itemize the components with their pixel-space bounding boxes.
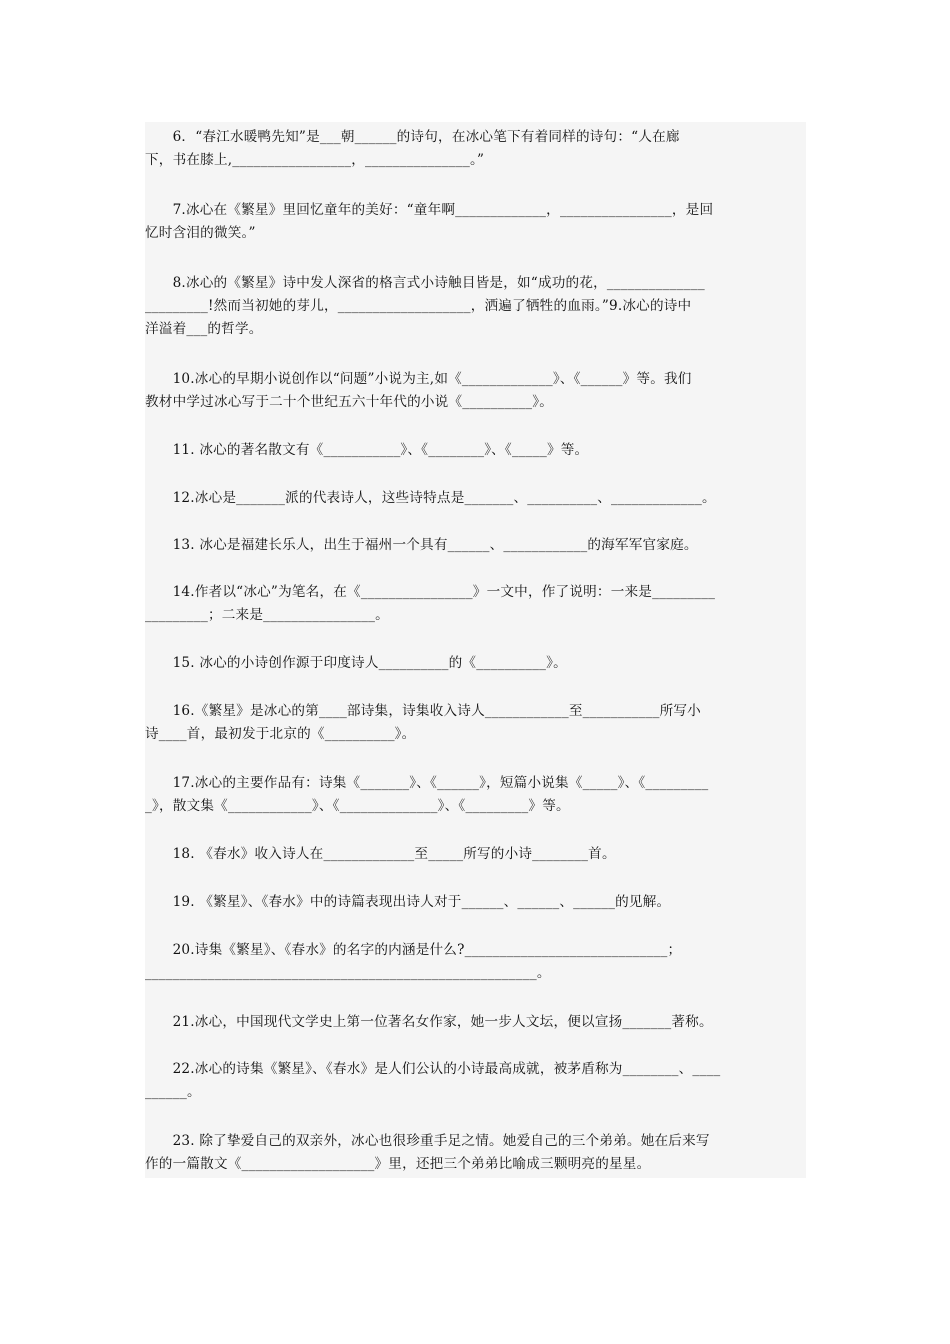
question-10-line-2: 教材中学过冰心写于二十个世纪五六十年代的小说《__________》。 [145,394,554,410]
question-8-line-2: _________!然而当初她的芽儿，___________________，洒遍了牺牲的血雨。”9.冰心的诗中 [145,298,692,314]
question-7-line-1: 7.冰心在《繁星》里回忆童年的美好：“童年啊_____________，________________，是回 [145,202,714,218]
question-18-line-1: 18. 《春水》收入诗人在_____________至_____所写的小诗________首。 [145,846,616,862]
question-23-line-1: 23. 除了挚爱自己的双亲外，冰心也很珍重手足之情。她爱自己的三个弟弟。她在后来写 [145,1133,710,1149]
question-21-line-1: 21.冰心，中国现代文学史上第一位著名女作家，她一步人文坛，便以宣扬_______著称。 [145,1014,713,1030]
question-23 [145,1130,813,1176]
question-17-line-1: 17.冰心的主要作品有：诗集《_______》、《______》，短篇小说集《_____》、《_________ [145,775,709,791]
question-10-line-1: 10.冰心的早期小说创作以“问题”小说为主,如《_____________》、《______》等。我们 [145,371,692,387]
question-21 [145,1011,813,1034]
question-11-line-1: 11. 冰心的著名散文有《___________》、《________》、《_____》等。 [145,442,589,458]
question-10 [145,368,813,414]
question-16-line-1: 16.《繁星》是冰心的第____部诗集，诗集收入诗人____________至___________所写小 [145,703,701,719]
question-18 [145,843,813,866]
question-7 [145,199,813,245]
question-20-line-2: ________________________________________________________。 [145,965,551,981]
question-15-line-1: 15. 冰心的小诗创作源于印度诗人__________的《__________》。 [145,655,567,671]
question-6-line-2: 下，书在膝上,_________________，_______________。” [145,152,485,168]
question-15 [145,652,813,675]
question-22-line-1: 22.冰心的诗集《繁星》、《春水》是人们公认的小诗最高成就，被茅盾称为________、____ [145,1061,721,1077]
question-19-line-1: 19. 《繁星》、《春水》中的诗篇表现出诗人对于______、______、______的见解。 [145,894,671,910]
question-19 [145,891,813,914]
question-13-line-1: 13. 冰心是福建长乐人，出生于福州一个具有______、____________的海军军官家庭。 [145,537,698,553]
question-11 [145,439,813,462]
question-6-line-1: 6．“春江水暖鸭先知”是___朝______的诗句，在冰心笔下有着同样的诗句：“人在廊 [145,129,680,145]
question-12-line-1: 12.冰心是_______派的代表诗人，这些诗特点是_______、__________、_____________。 [145,490,716,506]
question-20 [145,939,813,985]
question-22 [145,1058,813,1104]
question-17-line-2: _》，散文集《____________》、《______________》、《_________》等。 [145,798,570,814]
question-20-line-1: 20.诗集《繁星》、《春水》的名字的内涵是什么?_____________________________； [145,942,682,958]
question-14-line-2: _________；二来是________________。 [145,607,389,623]
question-12 [145,487,813,510]
question-6 [145,126,813,172]
question-7-line-2: 忆时含泪的微笑。” [145,225,256,241]
question-14 [145,581,813,627]
question-16 [145,700,813,746]
question-8-line-1: 8.冰心的《繁星》诗中发人深省的格言式小诗触目皆是，如“成功的花，______________ [145,275,705,291]
question-17 [145,772,813,818]
question-8 [145,272,813,341]
question-14-line-1: 14.作者以“冰心”为笔名，在《________________》一文中，作了说明：一来是_________ [145,584,716,600]
question-13 [145,534,813,557]
question-8-line-3: 洋溢着___的哲学。 [145,321,263,337]
question-16-line-2: 诗____首，最初发于北京的《__________》。 [145,726,416,742]
question-22-line-2: ______。 [145,1084,201,1100]
question-23-line-2: 作的一篇散文《___________________》里，还把三个弟弟比喻成三颗明亮的星星。 [145,1156,651,1172]
